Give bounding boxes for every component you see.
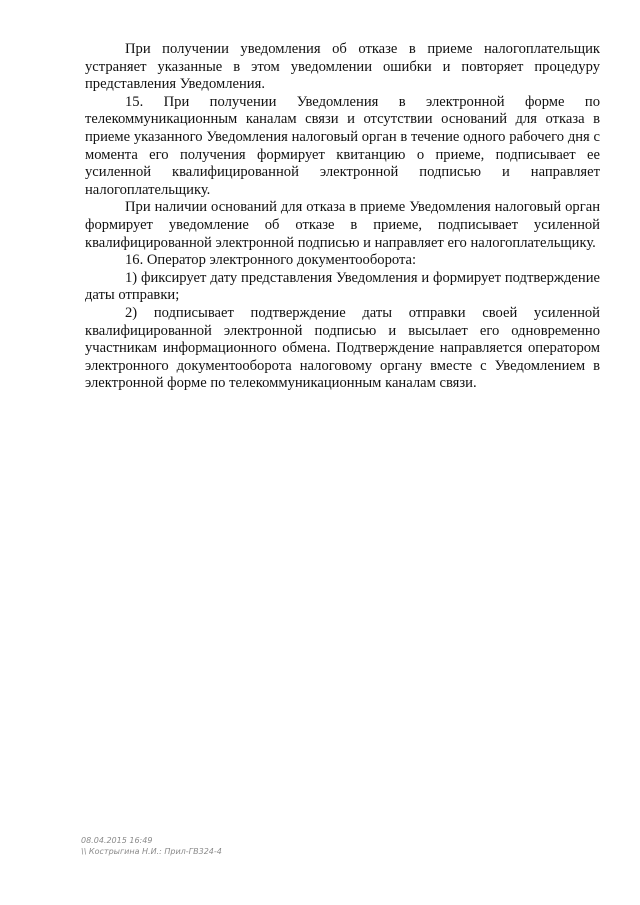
footer-file-path: \\ Кострыгина Н.И.: Прил-ГВ324-4	[81, 847, 222, 856]
footer-timestamp: 08.04.2015 16:49	[81, 836, 153, 845]
document-body	[85, 41, 600, 393]
paragraph-16-item-2: 2) подписывает подтверждение даты отправки своей усиленной квалифицированной электронной подписью и высылает его одновременно участникам информационного обмена. Подтверждение направляется оператором электронного документооборота налоговому органу вместе с Уведомлением в электронной форме по телекоммуникационным каналам связи.	[85, 304, 600, 392]
print-footer	[81, 835, 222, 857]
paragraph-refusal-correction: При получении уведомления об отказе в приеме налогоплательщик устраняет указанные в этом уведомлении ошибки и повторяет процедуру представления Уведомления.	[85, 41, 600, 93]
paragraph-refusal-grounds: При наличии оснований для отказа в приеме Уведомления налоговый орган формирует уведомление об отказе в приеме, подписывает усиленной квалифицированной электронной подписью и направляет его налогоплательщику.	[85, 199, 600, 251]
paragraph-16: 16. Оператор электронного документооборота:	[125, 252, 417, 269]
paragraph-16-item-1: 1) фиксирует дату представления Уведомления и формирует подтверждение даты отправки;	[85, 269, 600, 304]
paragraph-15: 15. При получении Уведомления в электронной форме по телекоммуникационным каналам связи и отсутствии оснований для отказа в приеме указанного Уведомления налоговый орган в течение одного рабочего дня с момента его получения формирует квитанцию о приеме, подписывает ее усиленной квалифицированной электронной подписью и направляет налогоплательщику.	[85, 93, 600, 198]
